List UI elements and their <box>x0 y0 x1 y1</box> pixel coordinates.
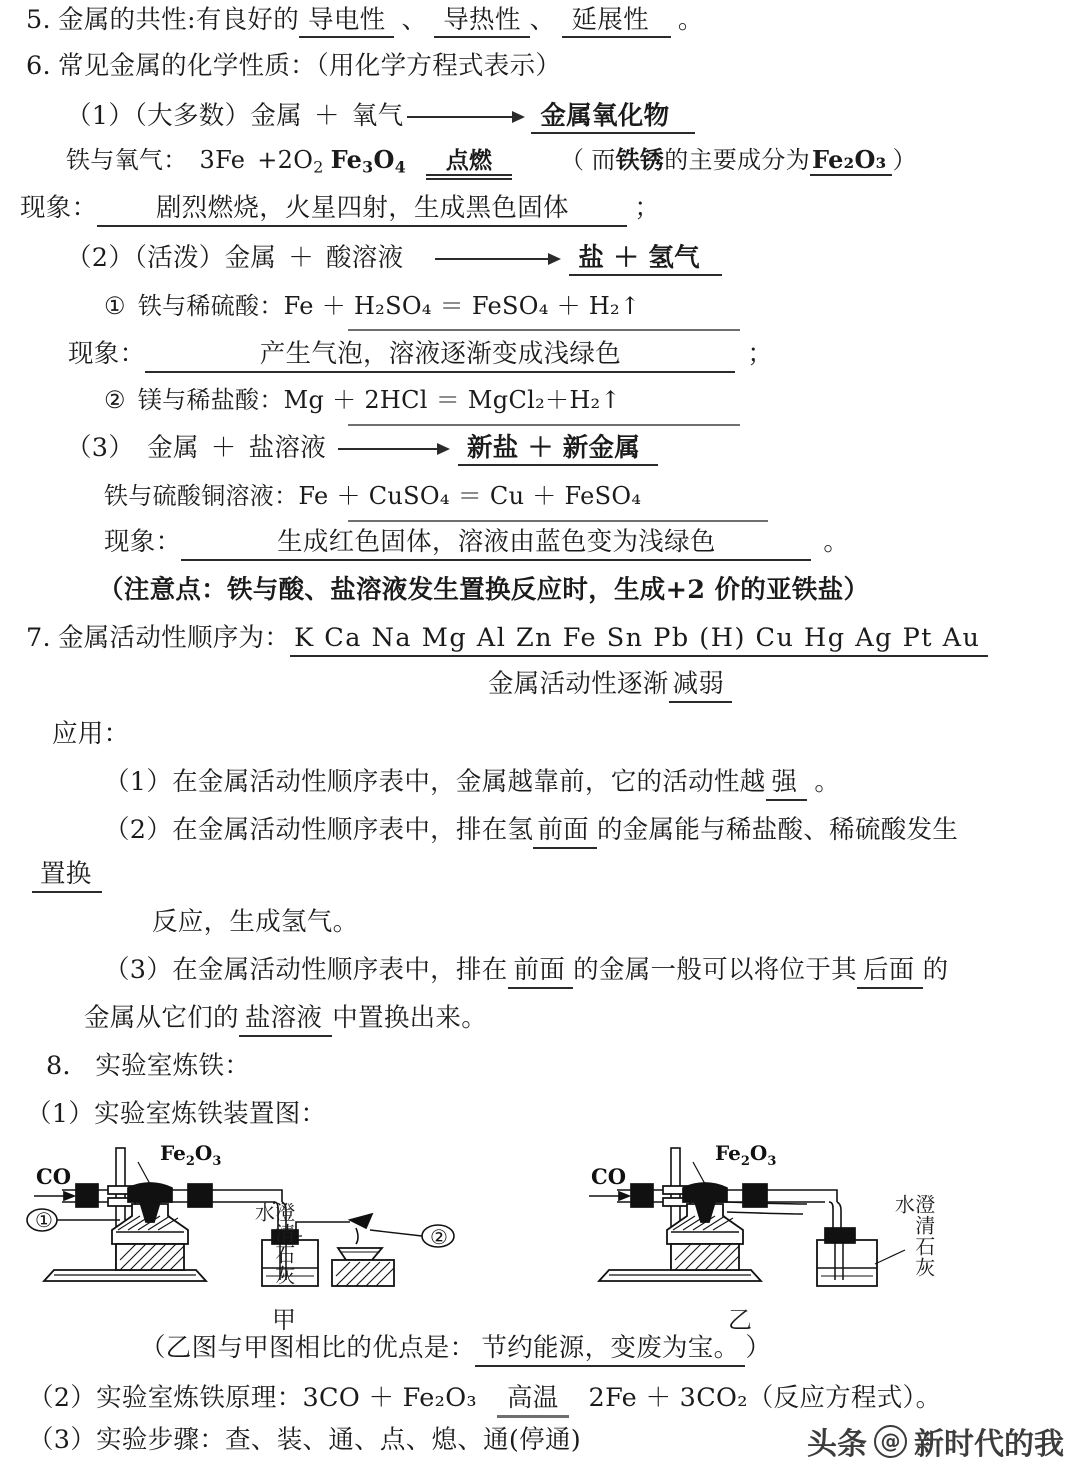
phenomenon-2-label: 现象： <box>68 339 146 369</box>
item-6-sub3-reactant2: 盐溶液 <box>248 433 326 463</box>
item-8-sub2-label: （2）实验室炼铁原理： <box>28 1383 303 1413</box>
iron-oxygen-prefix: 铁与氧气： <box>66 146 188 174</box>
item-7-apply-label-text: 应用： <box>52 719 130 749</box>
equation-fe-h2so4-row <box>104 294 640 318</box>
item-6-sub1-label: （1）（大多数）金属 <box>66 101 302 131</box>
equation-2-formula: Mg ＋ 2HCl ＝ MgCl₂＋H₂↑ <box>283 386 621 414</box>
item-6-iron-oxygen-equation <box>66 145 512 181</box>
item-5-blank-3[interactable]: 延展性 <box>562 8 670 38</box>
item-7-apply-2 <box>104 815 959 849</box>
equation-fe-cuso4-row <box>104 484 641 508</box>
equation-1-underline <box>348 329 740 331</box>
item-6-sub2-product[interactable]: 盐 ＋ 氢气 <box>569 246 722 276</box>
item-8-sub1-label <box>26 1099 327 1129</box>
equation-3-formula: Fe ＋ CuSO₄ ＝ Cu ＋ FeSO₄ <box>298 482 642 510</box>
apply-2-text: （2）在金属活动性顺序表中，排在氢 <box>104 815 534 845</box>
limewater-label-yi: 澄清石灰水 <box>891 1194 936 1278</box>
item-6-sub2-label: （2）（活泼）金属 <box>66 243 277 273</box>
equation-2-name: 镁与稀盐酸： <box>137 386 284 414</box>
item-5-sep-1: 、 <box>401 5 428 35</box>
phenomenon-1-value[interactable]: 剧烈燃烧，火星四射，生成黑色固体 <box>97 196 627 227</box>
phenomenon-3-value[interactable]: 生成红色固体，溶液由蓝色变为浅绿色 <box>181 530 811 561</box>
marker-1-label-jia: ① <box>35 1208 53 1232</box>
apply-3-blank-3[interactable]: 盐溶液 <box>239 1006 332 1037</box>
item-7-apply-2-tail <box>152 907 359 937</box>
co-label-yi: CO <box>591 1164 627 1189</box>
item-7-apply-2-cont <box>32 859 102 893</box>
item-8-sub2-right: 2Fe ＋ 3CO₂ <box>588 1383 748 1413</box>
item-6-heading <box>26 51 562 81</box>
item-6-heading-text: 常见金属的化学性质：（用化学方程式表示） <box>57 51 562 81</box>
compare-row <box>140 1333 772 1367</box>
iron-oxygen-plus: $+2O_2$ <box>257 146 324 177</box>
item-5-sep-2: 、 <box>529 5 556 35</box>
item-6-sub2-line <box>66 243 722 276</box>
phenomenon-1-end: ； <box>634 193 661 223</box>
iron-oxygen-left: 3Fe <box>199 146 246 174</box>
apply-2-blank-2[interactable]: 置换 <box>32 862 102 893</box>
item-6-sub2-plus: ＋ <box>288 243 314 273</box>
apply-3-mid: 的金属一般可以将位于其 <box>573 955 857 985</box>
item-8-sub3-row <box>28 1425 582 1455</box>
phenomenon-1-label: 现象： <box>20 193 98 223</box>
apply-3-post: 的 <box>922 955 949 985</box>
equation-3-underline <box>348 520 768 522</box>
attention-note <box>98 575 870 605</box>
item-8-heading <box>46 1051 251 1081</box>
item-6-sub1-reactant2: 氧气 <box>351 101 404 131</box>
apparatus-diagram-area <box>0 1140 1080 1334</box>
watermark <box>807 1419 1064 1463</box>
item-7-lead: 金属活动性顺序为： <box>57 623 291 653</box>
limewater-label-jia: 澄清石灰水 <box>251 1202 296 1286</box>
item-7-number: 7. <box>26 623 51 653</box>
rust-note-bold: 铁锈 <box>615 145 665 174</box>
item-6-number: 6. <box>26 51 51 81</box>
apply-3-line2-post: 中置换出来。 <box>332 1003 488 1033</box>
item-7-trend-row <box>488 669 732 703</box>
figure-caption-yi: 乙 <box>728 1306 752 1334</box>
watermark-author: 新时代的我 <box>914 1427 1064 1462</box>
marker-2-label-jia: ② <box>430 1225 448 1249</box>
item-8-sub3-steps: 查、装、通、点、熄、通(停通) <box>225 1425 582 1455</box>
condition-ignite: 点燃 <box>426 149 512 181</box>
compare-pre: （乙图与甲图相比的优点是： <box>140 1333 476 1363</box>
fe2o3-label-jia: $Fe_2O_3$ <box>160 1144 222 1169</box>
item-5-end: 。 <box>677 5 704 35</box>
reaction-arrow-3 <box>338 442 450 456</box>
apparatus-jia <box>20 1144 500 1294</box>
item-6-sub1-product[interactable]: 金属氧化物 <box>531 104 695 134</box>
apply-3-line2-pre: 金属从它们的 <box>84 1003 239 1033</box>
item-5-blank-2[interactable]: 导热性 <box>434 8 529 38</box>
item-7-apply-1 <box>104 767 841 801</box>
item-5-blank-1[interactable]: 导电性 <box>299 8 394 38</box>
compare-blank[interactable]: 节约能源，变废为宝。 <box>475 1336 745 1367</box>
item-6-sub1-line <box>66 101 695 134</box>
equation-2-marker: ② <box>104 386 126 414</box>
item-5-lead: 金属的共性:有良好的 <box>57 5 300 35</box>
phenomenon-2-row <box>68 339 774 373</box>
item-8-sub2-tail: （反应方程式）。 <box>747 1383 942 1413</box>
apply-3-blank-1[interactable]: 前面 <box>508 958 574 989</box>
apply-3-text: （3）在金属活动性顺序表中，排在 <box>104 955 508 985</box>
apply-2-post: 的金属能与稀盐酸、稀硫酸发生 <box>596 815 959 845</box>
metal-activity-series[interactable]: K Ca Na Mg Al Zn Fe Sn Pb (H) Cu Hg Ag Pt Au <box>290 626 988 657</box>
rust-note-open: （ <box>560 146 585 174</box>
item-5-line <box>26 5 704 38</box>
rust-note-mid: 的主要成分为 <box>664 146 811 174</box>
equation-1-formula: Fe ＋ H₂SO₄ ＝ FeSO₄ ＋ H₂↑ <box>283 292 641 320</box>
phenomenon-2-value[interactable]: 产生气泡，溶液逐渐变成浅绿色 <box>145 342 735 373</box>
item-7-apply-3 <box>104 955 949 989</box>
item-6-sub3-plus: ＋ <box>210 433 237 463</box>
item-7-apply-3-cont <box>84 1003 488 1037</box>
rust-note-close: ） <box>892 146 917 174</box>
item-6-sub1-plus: ＋ <box>313 101 340 131</box>
phenomenon-3-row <box>104 527 850 561</box>
item-8-sub2-row <box>28 1383 942 1418</box>
iron-oxygen-product: $Fe_3O_4$ <box>330 145 407 177</box>
apparatus-yi <box>575 1144 975 1294</box>
reaction-arrow-1 <box>407 110 525 124</box>
item-7-line <box>26 623 988 657</box>
rust-note <box>560 145 917 176</box>
phenomenon-3-end: 。 <box>823 527 850 557</box>
fe2o3-label-yi: $Fe_2O_3$ <box>715 1144 777 1169</box>
apply-1-blank[interactable]: 强 <box>766 770 808 801</box>
item-8-sub3-label: （3）实验步骤： <box>28 1425 226 1455</box>
apply-2-blank[interactable]: 前面 <box>533 818 597 849</box>
equation-mg-hcl-row <box>104 388 621 412</box>
apply-3-blank-2[interactable]: 后面 <box>857 958 923 989</box>
phenomenon-2-end: ； <box>747 339 774 369</box>
item-5-number: 5. <box>26 5 51 35</box>
equation-1-marker: ① <box>104 292 126 320</box>
apply-1-end: 。 <box>814 767 841 797</box>
item-8-heading-text: 实验室炼铁： <box>95 1051 251 1081</box>
item-8-sub1-label-text: （1）实验室炼铁装置图： <box>26 1099 327 1129</box>
equation-3-name: 铁与硫酸铜溶液： <box>104 482 299 510</box>
item-8-sub2-condition[interactable]: 高温 <box>497 1386 569 1418</box>
item-6-sub3-line <box>66 433 658 466</box>
watermark-at-icon: @ <box>874 1425 907 1458</box>
watermark-platform: 头条 <box>807 1427 867 1462</box>
item-7-apply-label <box>52 719 130 749</box>
phenomenon-1-row <box>20 193 661 227</box>
item-6-sub3-product[interactable]: 新盐 ＋ 新金属 <box>458 436 658 466</box>
item-7-trend-blank[interactable]: 减弱 <box>669 672 733 703</box>
item-6-sub2-reactant2: 酸溶液 <box>326 243 404 273</box>
reaction-arrow-2 <box>435 252 561 266</box>
rust-note-formula[interactable]: Fe₂O₃ <box>810 148 892 176</box>
co-label-jia: CO <box>36 1164 72 1189</box>
attention-note-text: （注意点：铁与酸、盐溶液发生置换反应时，生成+2 价的亚铁盐） <box>98 575 870 605</box>
apply-2-tail: 反应，生成氢气。 <box>152 907 359 937</box>
figure-caption-jia: 甲 <box>272 1306 296 1334</box>
item-7-trend-lead: 金属活动性逐渐 <box>488 669 669 699</box>
item-6-sub3-label: （3） 金属 <box>66 433 199 463</box>
rust-note-pre: 而 <box>591 146 616 174</box>
phenomenon-3-label: 现象： <box>104 527 182 557</box>
equation-1-name: 铁与稀硫酸： <box>137 292 284 320</box>
equation-2-underline <box>348 424 740 426</box>
apply-1-text: （1）在金属活动性顺序表中，金属越靠前，它的活动性越 <box>104 767 766 797</box>
compare-end: ） <box>745 1333 772 1363</box>
item-8-number: 8． <box>46 1051 89 1081</box>
item-8-sub2-left: 3CO ＋ Fe₂O₃ <box>302 1383 477 1413</box>
